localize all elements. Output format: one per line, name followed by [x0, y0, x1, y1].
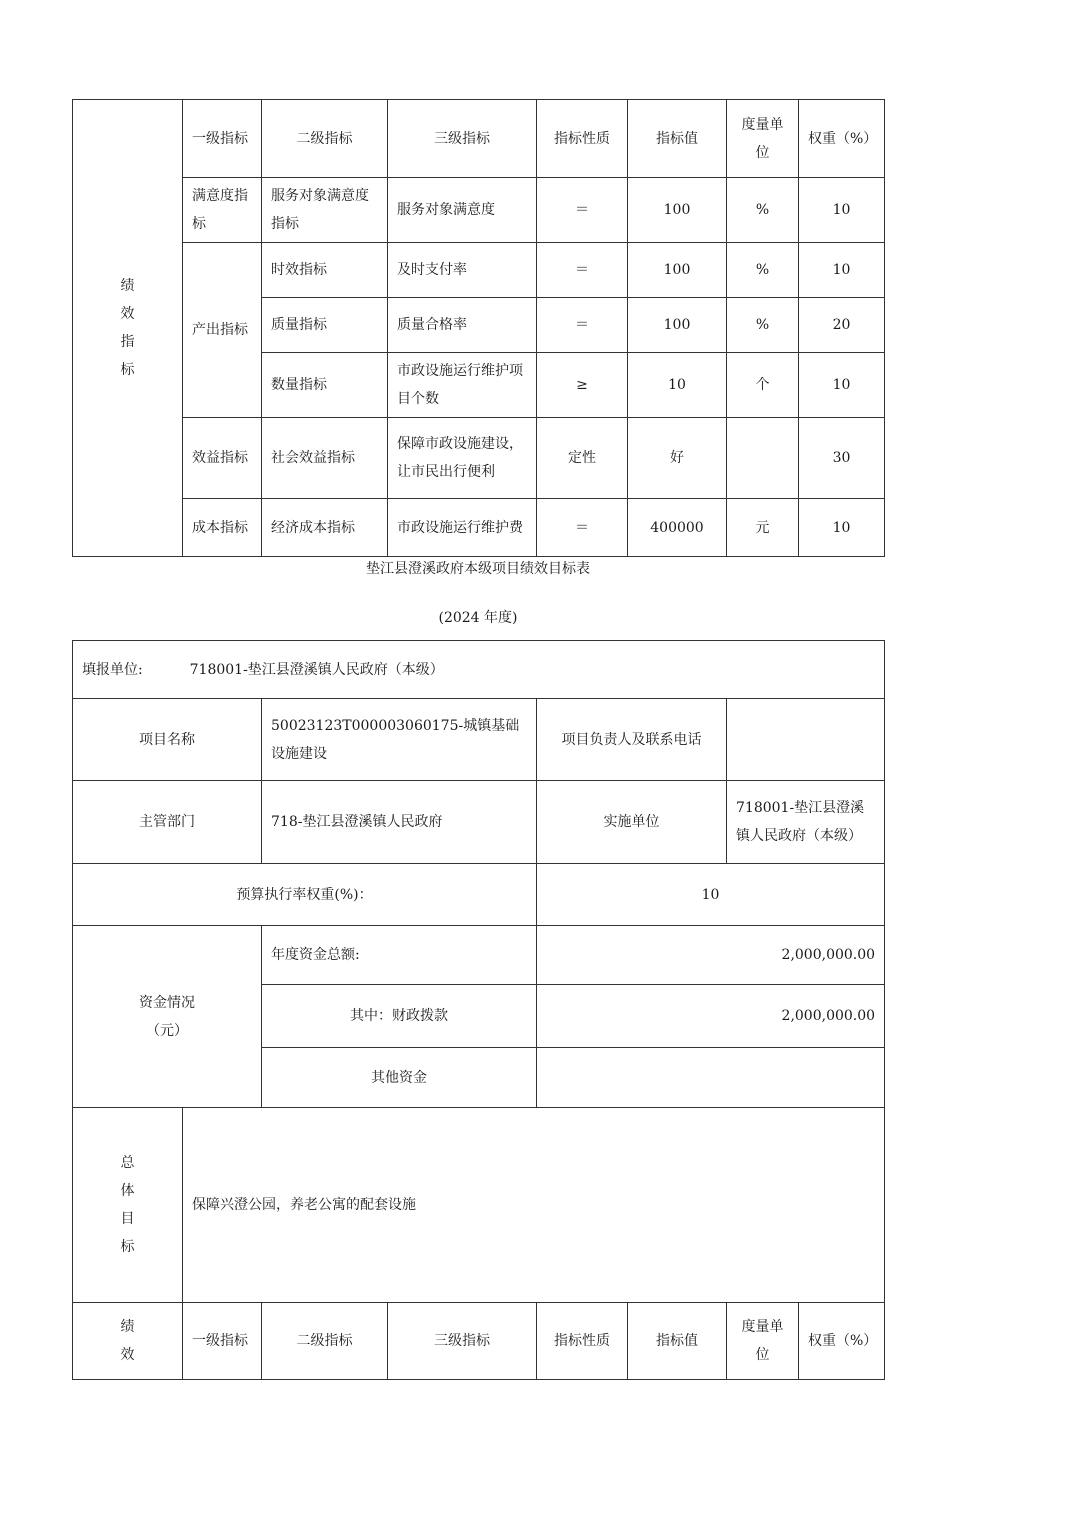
reporting-unit-row: [73, 641, 885, 699]
level3-cell: 质量合格率: [388, 298, 537, 353]
header-level3: 三级指标: [388, 100, 537, 178]
other-funds-value: [537, 1048, 885, 1108]
level2-cell: 社会效益指标: [262, 418, 388, 499]
header-weight: 权重（%）: [799, 1303, 885, 1380]
table-row: [73, 178, 885, 243]
weight-cell: 10: [799, 178, 885, 243]
table-row: [73, 243, 885, 298]
nature-cell: 定性: [537, 418, 628, 499]
header-nature: 指标性质: [537, 100, 628, 178]
nature-cell: ＝: [537, 298, 628, 353]
header-level2: 二级指标: [262, 100, 388, 178]
annual-total-label: 年度资金总额:: [262, 926, 537, 985]
dept-value: 718-垫江县澄溪镇人民政府: [262, 781, 537, 864]
funds-label: 资金情况 （元）: [73, 926, 262, 1108]
project-performance-table: [72, 640, 885, 1380]
document-year: (2024 年度): [438, 610, 518, 626]
nature-cell: ＝: [537, 178, 628, 243]
level3-cell: 及时支付率: [388, 243, 537, 298]
overall-goal-label: 总 体 目 标: [73, 1108, 183, 1303]
weight-cell: 30: [799, 418, 885, 499]
project-contact-label: 项目负责人及联系电话: [537, 699, 727, 781]
header-level3: 三级指标: [388, 1303, 537, 1380]
level1-cell: 效益指标: [183, 418, 262, 499]
header-weight: 权重（%）: [799, 100, 885, 178]
section-label-performance: 绩 效 指 标: [73, 100, 183, 557]
performance-indicator-table-top: [72, 99, 885, 557]
header-value: 指标值: [628, 1303, 727, 1380]
project-contact-value: [727, 699, 885, 781]
budget-weight-label: 预算执行率权重(%)：: [73, 864, 537, 926]
perf-label: 绩 效: [73, 1303, 183, 1380]
overall-goal-value: 保障兴澄公园，养老公寓的配套设施: [183, 1108, 885, 1303]
value-cell: 好: [628, 418, 727, 499]
nature-cell: ＝: [537, 243, 628, 298]
unit-cell: [727, 418, 799, 499]
annual-total-value: 2,000,000.00: [537, 926, 885, 985]
project-name-label: 项目名称: [73, 699, 262, 781]
project-name-value: 50023123T000003060175-城镇基础设施建设: [262, 699, 537, 781]
reporting-unit-label: 填报单位:: [82, 661, 143, 678]
table-row: [73, 418, 885, 499]
fiscal-value: 2,000,000.00: [537, 985, 885, 1048]
document-title: 垫江县澄溪政府本级项目绩效目标表: [366, 561, 590, 577]
level1-cell: 产出指标: [183, 243, 262, 418]
reporting-unit-value: 718001-垫江县澄溪镇人民政府（本级）: [189, 661, 444, 678]
weight-cell: 10: [799, 243, 885, 298]
header-level2: 二级指标: [262, 1303, 388, 1380]
unit-cell: %: [727, 243, 799, 298]
impl-label: 实施单位: [537, 781, 727, 864]
value-cell: 100: [628, 298, 727, 353]
unit-cell: %: [727, 178, 799, 243]
header-level1: 一级指标: [183, 1303, 262, 1380]
value-cell: 100: [628, 178, 727, 243]
unit-cell: 元: [727, 499, 799, 557]
weight-cell: 20: [799, 298, 885, 353]
nature-cell: ＝: [537, 499, 628, 557]
level3-cell: 服务对象满意度: [388, 178, 537, 243]
unit-cell: 个: [727, 353, 799, 418]
other-funds-label: 其他资金: [262, 1048, 537, 1108]
value-cell: 400000: [628, 499, 727, 557]
level2-cell: 时效指标: [262, 243, 388, 298]
dept-label: 主管部门: [73, 781, 262, 864]
unit-cell: %: [727, 298, 799, 353]
level2-cell: 数量指标: [262, 353, 388, 418]
level2-cell: 服务对象满意度指标: [262, 178, 388, 243]
header-unit: 度量单位: [727, 1303, 799, 1380]
level2-cell: 质量指标: [262, 298, 388, 353]
header-level1: 一级指标: [183, 100, 262, 178]
header-unit: 度量单位: [727, 100, 799, 178]
weight-cell: 10: [799, 353, 885, 418]
level2-cell: 经济成本指标: [262, 499, 388, 557]
weight-cell: 10: [799, 499, 885, 557]
header-nature: 指标性质: [537, 1303, 628, 1380]
level1-cell: 成本指标: [183, 499, 262, 557]
level3-cell: 保障市政设施建设，让市民出行便利: [388, 418, 537, 499]
header-value: 指标值: [628, 100, 727, 178]
budget-weight-value: 10: [537, 864, 885, 926]
level3-cell: 市政设施运行维护项目个数: [388, 353, 537, 418]
fiscal-label: 其中：财政拨款: [262, 985, 537, 1048]
level1-cell: 满意度指标: [183, 178, 262, 243]
value-cell: 10: [628, 353, 727, 418]
value-cell: 100: [628, 243, 727, 298]
nature-cell: ≥: [537, 353, 628, 418]
impl-value: 718001-垫江县澄溪镇人民政府（本级）: [727, 781, 885, 864]
level3-cell: 市政设施运行维护费: [388, 499, 537, 557]
table-row: [73, 499, 885, 557]
